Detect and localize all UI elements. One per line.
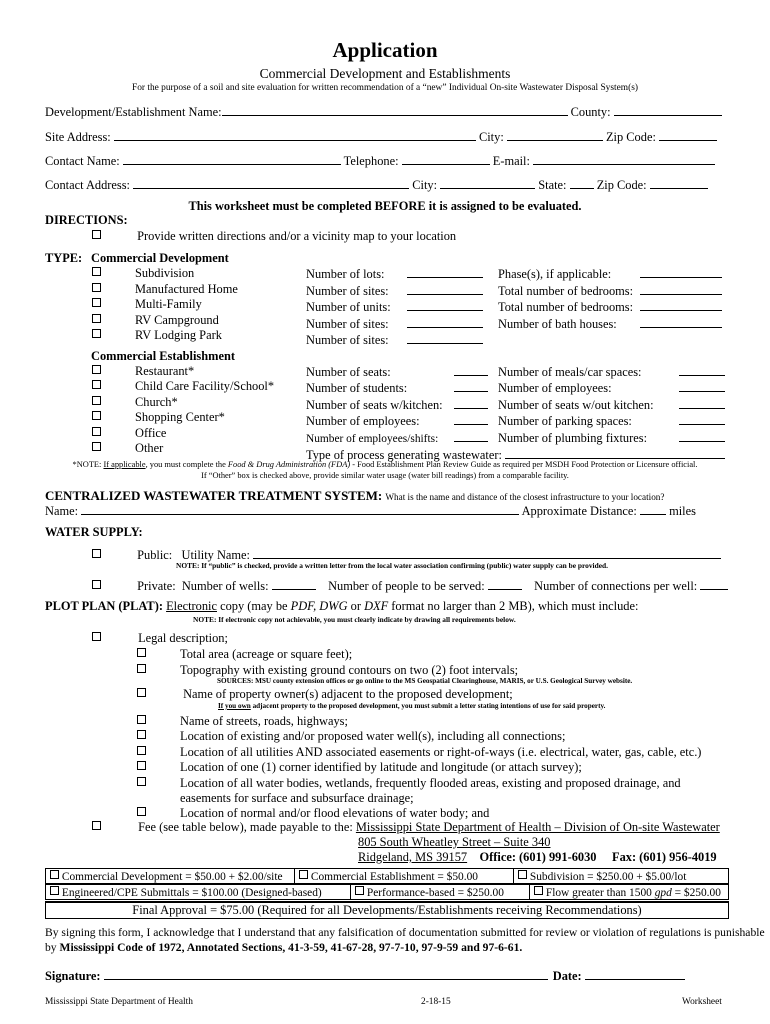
checkbox[interactable] <box>137 648 146 657</box>
legal-subitems: Total area (acreage or square feet); Topography with existing ground contours on two (2) foot intervals; <box>137 647 518 678</box>
centralized-heading: CENTRALIZED WASTEWATER TREATMENT SYSTEM: <box>45 488 383 503</box>
est-extras: Number of meals/car spaces: Number of employees: Number of seats w/out kitchen: Number of parking spaces: Number of plumbing fixtures: <box>498 364 725 446</box>
purpose-line: For the purpose of a soil and site evaluation for written recommendation of a “new” Individual On-site Wastewater Disposal System(s) <box>132 83 638 93</box>
extra-input[interactable] <box>640 316 722 328</box>
private-row: Private: Number of wells: Number of people to be served: Number of connections per well: <box>92 578 728 594</box>
process-input[interactable] <box>505 447 725 459</box>
checkbox[interactable] <box>92 267 101 276</box>
site-address-row <box>45 129 717 145</box>
checkbox[interactable] <box>137 746 146 755</box>
count-input[interactable] <box>407 283 483 295</box>
fee-cell: Commercial Establishment = $50.00 <box>295 869 514 884</box>
fee-checkbox[interactable] <box>92 821 101 830</box>
fee-table-row2 <box>45 884 729 900</box>
checkbox[interactable] <box>534 886 543 895</box>
est-heading: Commercial Establishment <box>91 349 235 363</box>
owners-note: If you own adjacent property to the proposed development, you must submit a letter stating intentions of use for said property. <box>218 702 606 710</box>
zip-label: Zip Code: <box>605 130 656 144</box>
public-note: NOTE: If “public” is checked, provide a written letter from the local water association confirming (public) water supply can be provided. <box>176 561 608 570</box>
checkbox[interactable] <box>92 442 101 451</box>
dev-name-input[interactable] <box>222 104 568 116</box>
signature-row <box>45 968 685 984</box>
distance-label: Approximate Distance: <box>521 504 637 518</box>
est-item[interactable]: Child Care Facility/School* <box>92 379 274 394</box>
checkbox[interactable] <box>137 761 146 770</box>
site-address-input[interactable] <box>114 129 476 141</box>
payee-link[interactable]: Mississippi State Department of Health – Division of On-site Wastewater <box>355 820 720 834</box>
centralized-row <box>45 488 664 504</box>
checkbox[interactable] <box>137 715 146 724</box>
directions-checkbox[interactable] <box>92 230 101 239</box>
fee-cell: Subdivision = $250.00 + $5.00/lot <box>514 869 729 884</box>
city-label: City: <box>478 130 504 144</box>
other-note: If “Other” box is checked above, provide similar water usage (water bill readings) from a comparable facility. <box>201 471 569 480</box>
checkbox[interactable] <box>92 365 101 374</box>
footer-right: Worksheet <box>682 997 722 1007</box>
contact-address-row <box>45 177 708 193</box>
email-input[interactable] <box>533 153 715 165</box>
telephone-label: Telephone: <box>343 154 399 168</box>
fda-note: *NOTE: If applicable, you must complete the Food & Drug Administration (FDA) - Food Establishment Plan Review Guide as required per MSDH Food Protection or Licensure official. <box>72 460 698 469</box>
directions-heading: DIRECTIONS: <box>45 213 128 227</box>
extra-input[interactable] <box>640 266 722 278</box>
extra-input[interactable] <box>679 380 725 392</box>
private-checkbox[interactable] <box>92 580 101 589</box>
plot-row: PLOT PLAN (PLAT): Electronic copy (may be PDF, DWG or DXF format no larger than 2 MB), which must include: <box>45 599 639 613</box>
people-input[interactable] <box>488 578 522 590</box>
county-input[interactable] <box>614 104 722 116</box>
address-line-1: 805 South Wheatley Street – Suite 340 <box>358 835 551 849</box>
dev-item[interactable]: Manufactured Home <box>92 282 238 298</box>
owners-checkbox[interactable] <box>137 688 146 697</box>
checkbox[interactable] <box>137 777 146 786</box>
extra-input[interactable] <box>640 299 722 311</box>
distance-input[interactable] <box>640 503 666 515</box>
checkbox[interactable] <box>92 283 101 292</box>
contact-address-label: Contact Address: <box>45 178 131 192</box>
count-input[interactable] <box>454 413 488 425</box>
est-item[interactable]: Shopping Center* <box>92 410 274 425</box>
page-title: Application <box>332 38 438 62</box>
checkbox[interactable] <box>50 886 59 895</box>
est-item[interactable]: Church* <box>92 395 274 410</box>
office-phone: Office: (601) 991-6030 <box>479 850 597 864</box>
contact-city-input[interactable] <box>440 177 535 189</box>
wells-input[interactable] <box>272 578 316 590</box>
signature-input[interactable] <box>104 968 548 980</box>
checkbox[interactable] <box>92 380 101 389</box>
note-link[interactable]: If applicable <box>103 460 146 469</box>
extra-input[interactable] <box>640 283 722 295</box>
contact-address-input[interactable] <box>133 177 409 189</box>
est-checklist <box>92 364 274 456</box>
est-item[interactable]: Other <box>92 441 274 456</box>
fee-row: Fee (see table below), made payable to the: Mississippi State Department of Health – Division of On-site Wastewater <box>92 820 720 835</box>
checkbox[interactable] <box>137 807 146 816</box>
dev-name-row <box>45 104 722 120</box>
checkbox[interactable] <box>518 870 527 879</box>
acknowledge-code: by Mississippi Code of 1972, Annotated Sections, 41-3-59, 41-67-28, 97-7-10, 97-9-59 and 97-6-61. <box>45 941 523 954</box>
water-heading: WATER SUPPLY: <box>45 525 143 539</box>
count-input[interactable] <box>407 299 483 311</box>
public-checkbox[interactable] <box>92 549 101 558</box>
connections-input[interactable] <box>700 578 728 590</box>
type-heading: TYPE: <box>45 251 83 265</box>
dev-item[interactable]: Multi-Family <box>92 297 238 313</box>
count-input[interactable] <box>407 316 483 328</box>
owners-row: Name of property owner(s) adjacent to the proposed development; <box>137 687 513 702</box>
email-label: E-mail: <box>492 154 530 168</box>
utility-name-input[interactable] <box>253 547 721 559</box>
checkbox[interactable] <box>92 427 101 436</box>
extra-input[interactable] <box>679 397 725 409</box>
fee-cell: Commercial Development = $50.00 + $2.00/site <box>46 869 295 884</box>
checkbox[interactable] <box>137 664 146 673</box>
fee-table <box>45 868 729 884</box>
count-input[interactable] <box>454 380 488 392</box>
signature-label: Signature: <box>45 969 101 983</box>
extra-input[interactable] <box>679 430 725 442</box>
est-item[interactable]: Office <box>92 426 274 441</box>
dev-item[interactable]: RV Lodging Park <box>92 328 238 344</box>
footer-center: 2-18-15 <box>421 997 451 1007</box>
city-input[interactable] <box>507 129 603 141</box>
contact-city-label: City: <box>412 178 438 192</box>
count-input[interactable] <box>454 430 488 442</box>
est-counts: Number of seats: Number of students: Number of seats w/kitchen: Number of employees: Number of employees/shifts: Type of process generating wastewater: <box>306 364 725 463</box>
dev-heading: Commercial Development <box>91 251 229 265</box>
extra-input[interactable] <box>679 364 725 376</box>
public-row: Public: Utility Name: <box>92 547 721 563</box>
worksheet-notice: This worksheet must be completed BEFORE it is assigned to be evaluated. <box>188 199 582 213</box>
plot-heading: PLOT PLAN (PLAT): <box>45 599 163 613</box>
zip-input[interactable] <box>659 129 717 141</box>
centralized-name-row <box>45 503 696 519</box>
fee-cell: Flow greater than 1500 gpd = $250.00 <box>530 885 729 900</box>
fax-number: Fax: (601) 956-4019 <box>612 850 717 864</box>
centralized-question: What is the name and distance of the closest infrastructure to your location? <box>385 492 665 502</box>
acknowledge-text: By signing this form, I acknowledge that I understand that any falsification of documentation submitted for review or violation of regulations is punishable <box>45 926 765 939</box>
checkbox[interactable] <box>50 870 59 879</box>
plot-note: NOTE: If electronic copy not achievable, you must clearly indicate by drawing all requirements below. <box>193 615 516 624</box>
directions-item <box>92 229 456 244</box>
electronic-link[interactable]: Electronic <box>166 599 217 613</box>
legal-checkbox[interactable] <box>92 632 101 641</box>
dev-extras: Phase(s), if applicable: Total number of bedrooms: Total number of bedrooms: Number of bath houses: <box>498 266 722 332</box>
fee-cell: Performance-based = $250.00 <box>351 885 530 900</box>
final-approval: Final Approval = $75.00 (Required for all Developments/Establishments receiving Recommendations) <box>45 901 729 919</box>
page-subtitle: Commercial Development and Establishments <box>259 66 511 81</box>
state-input[interactable] <box>570 177 594 189</box>
dev-checklist <box>92 266 238 344</box>
checkbox[interactable] <box>92 411 101 420</box>
checkbox[interactable] <box>137 730 146 739</box>
count-input[interactable] <box>454 397 488 409</box>
extra-input[interactable] <box>679 413 725 425</box>
dev-name-label: Development/Establishment Name: <box>45 105 222 119</box>
count-input[interactable] <box>407 332 483 344</box>
name-label: Name: <box>45 504 79 518</box>
count-input[interactable] <box>454 364 488 376</box>
contact-name-input[interactable] <box>123 153 341 165</box>
date-input[interactable] <box>585 968 685 980</box>
site-address-label: Site Address: <box>45 130 111 144</box>
address-line-2: Ridgeland, MS 39157 Office: (601) 991-6030 Fax: (601) 956-4019 <box>358 850 717 864</box>
plot-items: Name of streets, roads, highways; Location of existing and/or proposed water well(s), including all connections; Location of all utilities AND associated easements or right-of-ways (i.e. electrical, water, gas, cable, etc.) Location of one (1) corner identified by latitude and longitude (or attach survey); Location of all water bodies, wetlands, frequently flooded areas, existing and proposed drainage, and easements for surface and subsurface drainage; Location of normal and/or flood elevations of water body; and <box>137 714 701 822</box>
state-label: State: <box>538 178 567 192</box>
footer-left: Mississippi State Department of Health <box>45 997 193 1007</box>
directions-label: Provide written directions and/or a vicinity map to your location <box>137 229 457 243</box>
count-input[interactable] <box>407 266 483 278</box>
checkbox[interactable] <box>92 396 101 405</box>
legal-row: Legal description; <box>92 631 228 646</box>
telephone-input[interactable] <box>402 153 490 165</box>
dev-item[interactable]: Subdivision <box>92 266 238 282</box>
contact-name-row <box>45 153 715 169</box>
miles-label: miles <box>669 504 696 518</box>
county-label: County: <box>570 105 611 119</box>
infrastructure-name-input[interactable] <box>81 503 519 515</box>
checkbox[interactable] <box>92 298 101 307</box>
fee-cell: Engineered/CPE Submittals = $100.00 (Designed-based) <box>46 885 351 900</box>
sources-note: SOURCES: MSU county extension offices or go online to the MS Geospatial Clearinghouse, MARIS, or U.S. Geological Survey website. <box>217 677 633 685</box>
date-label: Date: <box>552 969 582 983</box>
contact-zip-label: Zip Code: <box>596 178 647 192</box>
checkbox[interactable] <box>92 314 101 323</box>
contact-name-label: Contact Name: <box>45 154 120 168</box>
est-item[interactable]: Restaurant* <box>92 364 274 379</box>
checkbox[interactable] <box>299 870 308 879</box>
checkbox[interactable] <box>92 329 101 338</box>
dev-counts: Number of lots: Number of sites: Number of units: Number of sites: Number of sites: <box>306 266 483 349</box>
dev-item[interactable]: RV Campground <box>92 313 238 329</box>
contact-zip-input[interactable] <box>650 177 708 189</box>
checkbox[interactable] <box>355 886 364 895</box>
